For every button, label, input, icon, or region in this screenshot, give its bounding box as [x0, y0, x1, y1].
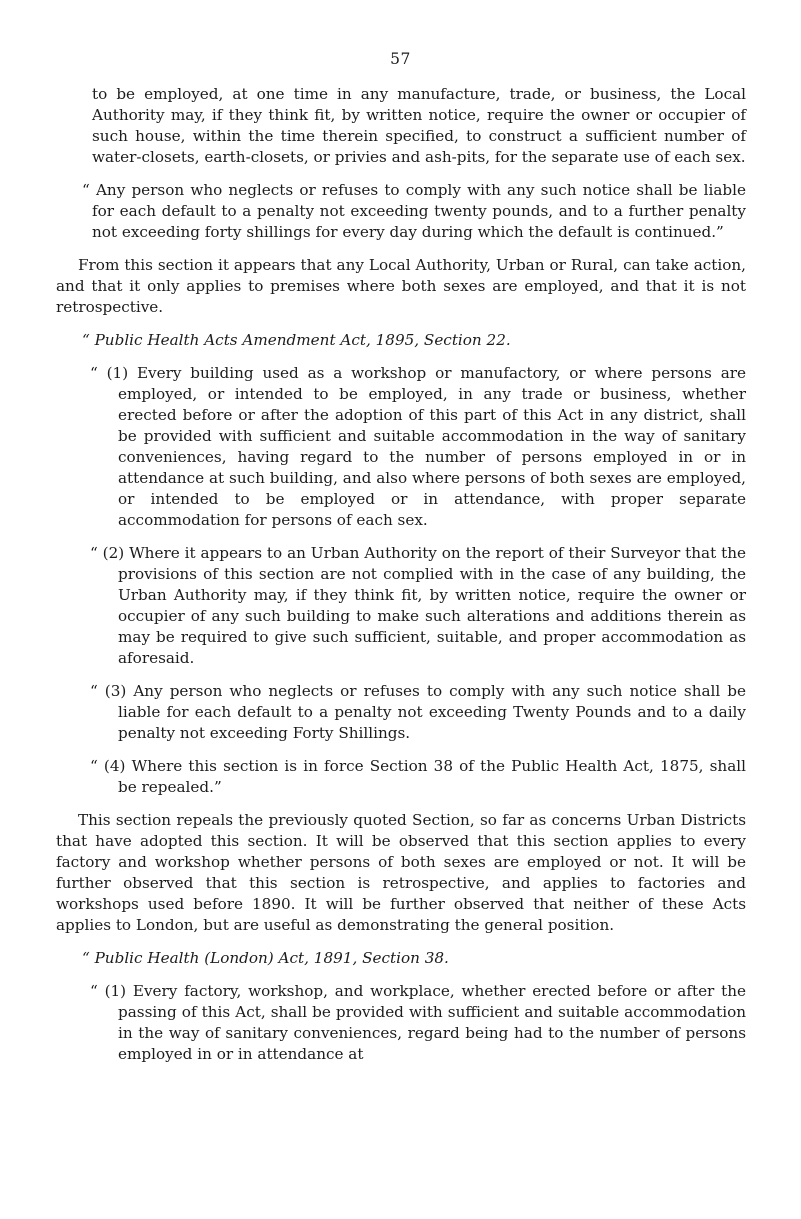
paragraph-continued: to be employed, at one time in any manufacture, trade, or business, the Local Authority may, if they think fit, by written notice, require the owner or occupier of such house, within the time therein specified, to construct a sufficient number of water-closets, earth-closets, or privies and ash-pits, for the separate use of each sex.: [92, 85, 746, 166]
clause-1891-1: “ (1) Every factory, workshop, and workplace, whether erected before or after the passing of this Act, shall be provided with sufficient and suitable accommodation in the way of sanitary conveniences, regard being had to the number of persons employed in or in attendance at: [90, 982, 746, 1063]
section-heading-1891-london-act: “ Public Health (London) Act, 1891, Section 38.: [82, 949, 449, 967]
clause-1895-1: “ (1) Every building used as a workshop or manufactory, or where persons are employed, or intended to be employed, in any trade or business, whether erected before or after the adoption of this part of this Act in any district, shall be provided with sufficient and suitable accommodation in the way of sanitary conveniences, having regard to the number of persons employed in or in attendance at such building, and also where persons of both sexes are employed, or intended to be employed or in attendance, with proper separate accommodation for persons of each sex.: [90, 364, 746, 529]
paragraph-commentary-1: From this section it appears that any Local Authority, Urban or Rural, can take action, and that it only applies to premises where both sexes are employed, and that it is not retrospective.: [56, 256, 746, 316]
section-heading-1895-act: “ Public Health Acts Amendment Act, 1895, Section 22.: [82, 331, 511, 349]
clause-1895-3: “ (3) Any person who neglects or refuses to comply with any such notice shall be liable for each default to a penalty not exceeding Twenty Pounds and to a daily penalty not exceeding Forty Shillings.: [90, 682, 746, 742]
clause-1895-2: “ (2) Where it appears to an Urban Authority on the report of their Surveyor that the provisions of this section are not complied with in the case of any building, the Urban Authority may, if they think fit, by written notice, require the owner or occupier of any such building to make such alterations and additions therein as may be required to give such sufficient, suitable, and proper accommodation as aforesaid.: [90, 544, 746, 667]
paragraph-quoted-penalty: “ Any person who neglects or refuses to comply with any such notice shall be liable for each default to a penalty not exceeding twenty pounds, and to a further penalty not exceeding forty shillings for every day during which the default is continued.”: [82, 181, 746, 241]
clause-1895-4: “ (4) Where this section is in force Section 38 of the Public Health Act, 1875, shall be repealed.”: [90, 757, 746, 796]
page-body: [56, 84, 746, 1077]
paragraph-commentary-2: This section repeals the previously quoted Section, so far as concerns Urban Districts that have adopted this section. It will be observed that this section applies to every factory and workshop whether persons of both sexes are employed or not. It will be further observed that this section is retrospective, and applies to factories and workshops used before 1890. It will be further observed that neither of these Acts applies to London, but are useful as demonstrating the general position.: [56, 811, 746, 934]
page-number: 57: [390, 50, 411, 68]
